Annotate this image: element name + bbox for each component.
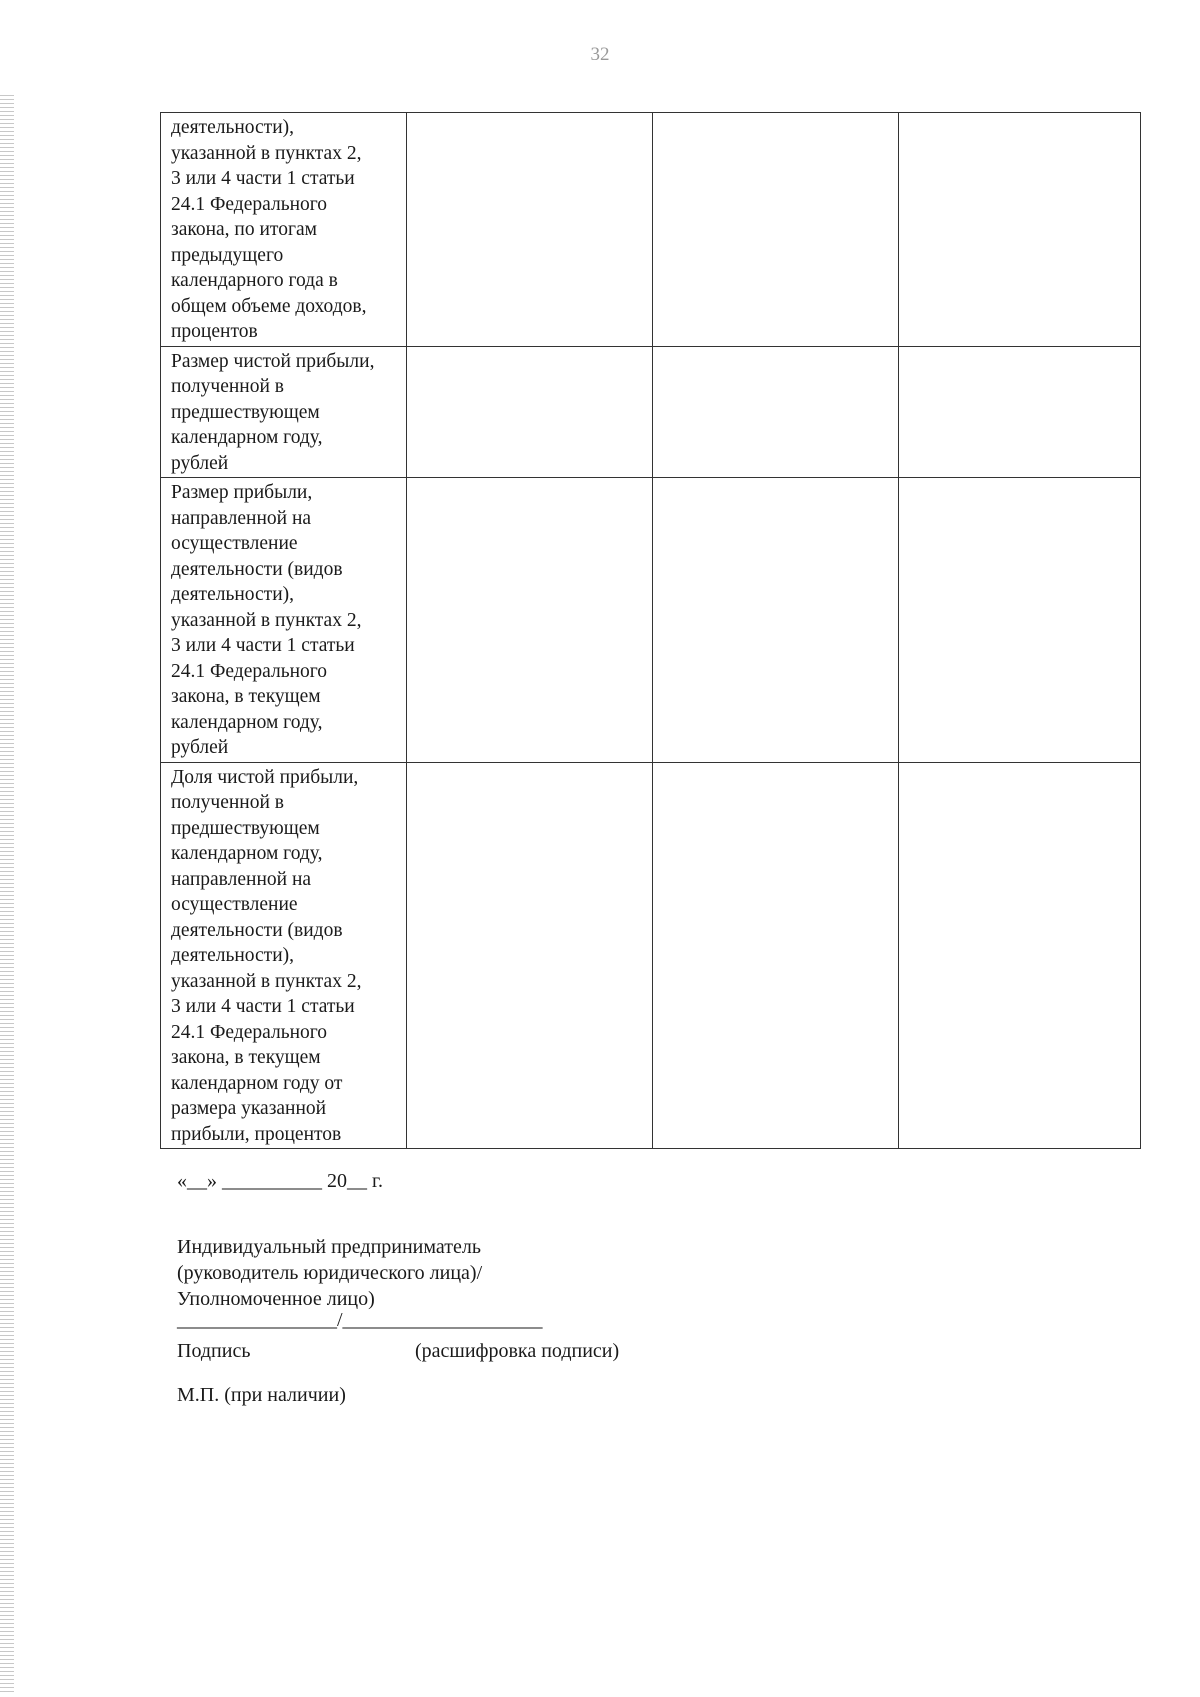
page-number: 32	[590, 44, 610, 65]
scan-edge-artifact	[0, 95, 14, 1695]
value-cell	[653, 762, 899, 1149]
signature-lines: ________________/____________________	[177, 1309, 543, 1331]
signature-caption: Подпись	[177, 1340, 251, 1362]
value-cell	[407, 346, 653, 478]
value-cell	[407, 113, 653, 347]
date-line: «__» __________ 20__ г.	[177, 1170, 383, 1192]
value-cell	[653, 113, 899, 347]
value-cell	[899, 113, 1141, 347]
value-cell	[899, 762, 1141, 1149]
value-cell	[653, 346, 899, 478]
data-table	[160, 112, 1141, 1149]
table-row	[161, 762, 1141, 1149]
decryption-caption: (расшифровка подписи)	[415, 1340, 620, 1362]
value-cell	[407, 478, 653, 763]
table-row	[161, 478, 1141, 763]
table-row	[161, 346, 1141, 478]
value-cell	[653, 478, 899, 763]
row-label: Размер чистой прибыли, полученной в предшествующем календарном году, рублей	[161, 346, 407, 478]
stamp-note: М.П. (при наличии)	[177, 1384, 346, 1406]
value-cell	[407, 762, 653, 1149]
value-cell	[899, 478, 1141, 763]
table-row	[161, 113, 1141, 347]
signer-title: Индивидуальный предприниматель (руководитель юридического лица)/ Уполномоченное лицо)	[177, 1236, 483, 1310]
value-cell	[899, 346, 1141, 478]
row-label: Доля чистой прибыли, полученной в предшествующем календарном году, направленной на осуществление деятельности (видов деятельности), указанной в пунктах 2, 3 или 4 части 1 статьи 24.1 Федерального закона, в текущем календарном году от размера указанной прибыли, процентов	[161, 762, 407, 1149]
row-label: Размер прибыли, направленной на осуществление деятельности (видов деятельности), указанной в пунктах 2, 3 или 4 части 1 статьи 24.1 Федерального закона, в текущем календарном году, рублей	[161, 478, 407, 763]
row-label: деятельности), указанной в пунктах 2, 3 или 4 части 1 статьи 24.1 Федерального закона, по итогам предыдущего календарного года в общем объеме доходов, процентов	[161, 113, 407, 347]
